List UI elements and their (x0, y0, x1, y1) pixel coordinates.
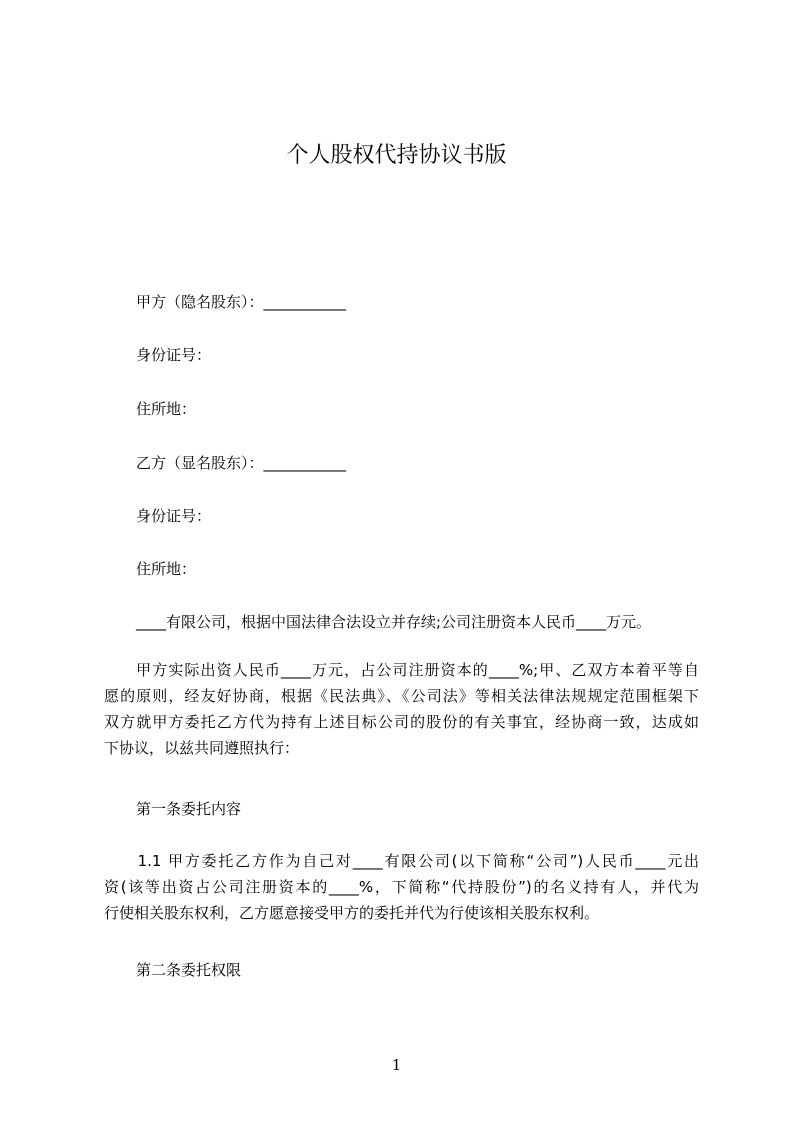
party-a-id-line: 身份证号： (136, 346, 212, 364)
document-title: 个人股权代持协议书版 (286, 143, 507, 168)
article-1-heading: 第一条委托内容 (136, 800, 242, 818)
party-b-address-line: 住所地： (136, 560, 197, 578)
article-1-line: 资(该等出资占公司注册资本的____%，下简称“代持股份”)的名义持有人，并代为 (104, 878, 699, 896)
intro-line: 愿的原则，经友好协商，根据《民法典》、《公司法》等相关法律法规规定范围框架下 (104, 687, 699, 705)
article-1-line: 1.1 甲方委托乙方作为自己对____有限公司(以下简称“公司”)人民币____元出 (104, 852, 699, 870)
article-2-heading: 第二条委托权限 (136, 961, 242, 979)
party-b-id-line: 身份证号： (136, 507, 212, 525)
party-a-address-line: 住所地： (136, 400, 197, 418)
intro-line: 双方就甲方委托乙方代为持有上述目标公司的股份的有关事宜，经协商一致，达成如 (104, 713, 699, 731)
party-b-line: 乙方（显名股东）：___________ (136, 454, 347, 472)
article-1-paragraph (104, 848, 699, 926)
party-a-line: 甲方（隐名股东）：___________ (136, 293, 347, 311)
company-info-line: ____有限公司，根据中国法律合法设立并存续;公司注册资本人民币____万元。 (136, 613, 652, 631)
article-1-line: 行使相关股东权利，乙方愿意接受甲方的委托并代为行使该相关股东权利。 (104, 904, 600, 922)
intro-line: 甲方实际出资人民币____万元，占公司注册资本的____%;甲、乙双方本着平等自 (104, 661, 699, 679)
intro-paragraph (104, 657, 699, 761)
intro-line: 下协议，以兹共同遵照执行： (104, 739, 300, 757)
page-number: 1 (391, 1056, 402, 1074)
